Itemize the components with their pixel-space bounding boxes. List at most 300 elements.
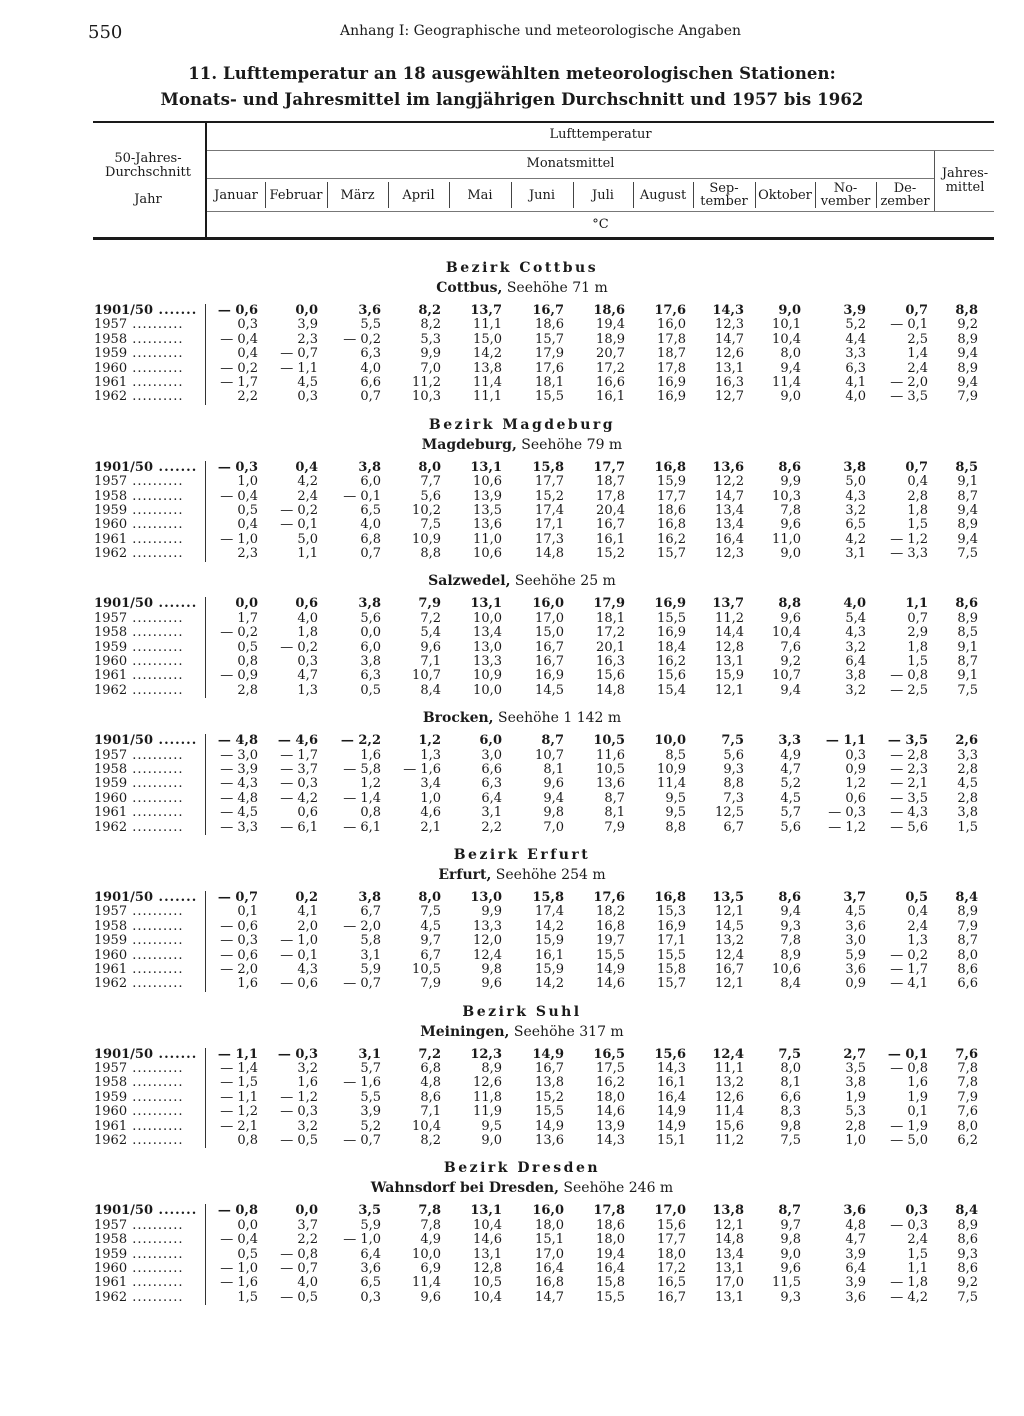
annual-mean-cell: 8,9 xyxy=(957,1217,978,1233)
monthly-mean-cell: 7,8 xyxy=(780,502,801,518)
year-cell: 1960 .......... xyxy=(94,517,184,533)
table-row xyxy=(0,362,1024,376)
month-separator xyxy=(815,182,816,208)
annual-mean-cell: 9,4 xyxy=(957,374,978,390)
monthly-mean-cell: 2,4 xyxy=(907,918,928,934)
leader-dots: .......... xyxy=(127,947,184,963)
leader-dots: .......... xyxy=(127,933,184,949)
monthly-mean-cell: 13,0 xyxy=(470,889,502,905)
year-cell: 1960 .......... xyxy=(94,654,184,670)
monthly-mean-cell: — 2,8 xyxy=(890,747,928,763)
leader-dots: .......... xyxy=(127,1104,184,1120)
monthly-mean-cell: 15,8 xyxy=(657,961,686,977)
monthly-mean-cell: 9,9 xyxy=(481,904,502,920)
monthly-mean-cell: 16,8 xyxy=(657,517,686,533)
monthly-mean-cell: 17,9 xyxy=(593,596,625,612)
year-cell: 1958 .......... xyxy=(94,1075,184,1091)
annual-mean-cell: 8,9 xyxy=(957,331,978,347)
leader-dots: .......... xyxy=(127,502,184,518)
year-cell: 1957 .......... xyxy=(94,610,184,626)
monthly-mean-cell: 8,0 xyxy=(418,459,441,475)
annual-mean-cell: 8,0 xyxy=(957,947,978,963)
monthly-mean-cell: — 1,4 xyxy=(220,1061,258,1077)
table-row xyxy=(0,318,1024,332)
monthly-mean-cell: 9,6 xyxy=(420,639,441,655)
monthly-mean-cell: 15,8 xyxy=(596,1275,625,1291)
table-row xyxy=(0,475,1024,489)
station-rows xyxy=(0,1048,1024,1149)
monthly-mean-cell: 17,8 xyxy=(596,488,625,504)
monthly-mean-cell: 9,5 xyxy=(665,790,686,806)
monthly-mean-cell: 3,4 xyxy=(420,776,441,792)
year-cell: 1957 .......... xyxy=(94,747,184,763)
monthly-mean-cell: 14,2 xyxy=(473,346,502,362)
monthly-mean-cell: 15,5 xyxy=(596,947,625,963)
monthly-mean-cell: 14,3 xyxy=(657,1061,686,1077)
monthly-mean-cell: 10,9 xyxy=(412,531,441,547)
monthly-mean-cell: 1,3 xyxy=(297,682,318,698)
annual-mean-cell: 3,3 xyxy=(957,747,978,763)
monthly-mean-cell: 17,4 xyxy=(535,502,564,518)
month-header xyxy=(693,180,755,210)
monthly-mean-cell: 14,5 xyxy=(535,682,564,698)
monthly-mean-cell: — 0,2 xyxy=(280,639,318,655)
monthly-mean-cell: 18,6 xyxy=(657,502,686,518)
month-header xyxy=(511,180,573,210)
year-cell: 1958 .......... xyxy=(94,331,184,347)
monthly-mean-cell: 3,8 xyxy=(845,668,866,684)
annual-mean-cell: 7,6 xyxy=(955,1046,978,1062)
leader-dots: .......... xyxy=(127,819,184,835)
monthly-mean-cell: 16,9 xyxy=(657,625,686,641)
monthly-mean-cell: 12,3 xyxy=(715,317,744,333)
monthly-mean-cell: 0,4 xyxy=(907,474,928,490)
table-row xyxy=(0,949,1024,963)
monthly-mean-cell: 5,7 xyxy=(360,1061,381,1077)
monthly-mean-cell: 6,4 xyxy=(845,654,866,670)
year-cell: 1960 .......... xyxy=(94,947,184,963)
monthly-mean-cell: 17,6 xyxy=(593,889,625,905)
monthly-mean-cell: 7,5 xyxy=(420,517,441,533)
leader-dots: ....... xyxy=(153,889,198,905)
month-header xyxy=(265,180,327,210)
unit-label: °C xyxy=(592,217,609,232)
leader-dots: .......... xyxy=(127,488,184,504)
monthly-mean-cell: 4,3 xyxy=(845,625,866,641)
monthly-mean-cell: 9,2 xyxy=(780,654,801,670)
monthly-mean-cell: 17,2 xyxy=(657,1260,686,1276)
monthly-mean-cell: 15,5 xyxy=(657,610,686,626)
table-row xyxy=(0,792,1024,806)
monthly-mean-cell: 11,0 xyxy=(473,531,502,547)
annual-mean-cell: 9,3 xyxy=(957,1246,978,1262)
monthly-mean-cell: — 0,7 xyxy=(343,976,381,992)
annual-mean-cell: 7,5 xyxy=(957,682,978,698)
monthly-mean-cell: — 0,7 xyxy=(217,889,258,905)
monthly-mean-cell: 16,0 xyxy=(532,596,564,612)
monthly-mean-cell: 4,7 xyxy=(780,761,801,777)
station-title xyxy=(0,571,1024,591)
monthly-mean-cell: 5,9 xyxy=(845,947,866,963)
monthly-mean-cell: 1,6 xyxy=(907,1075,928,1091)
table-row xyxy=(0,1291,1024,1305)
year-cell: 1961 .......... xyxy=(94,668,184,684)
monthly-mean-cell: 1,1 xyxy=(297,546,318,562)
monthly-mean-cell: 14,8 xyxy=(715,1232,744,1248)
leader-dots: .......... xyxy=(127,346,184,362)
monthly-mean-cell: 8,0 xyxy=(418,889,441,905)
monthly-mean-cell: 2,2 xyxy=(237,389,258,405)
monthly-mean-cell: — 2,2 xyxy=(340,733,381,749)
monthly-mean-cell: 8,8 xyxy=(420,546,441,562)
month-separator xyxy=(633,182,634,208)
monthly-mean-cell: 7,8 xyxy=(418,1203,441,1219)
monthly-mean-cell: 2,8 xyxy=(845,1118,866,1134)
monthly-mean-cell: 16,9 xyxy=(657,389,686,405)
leader-dots: .......... xyxy=(127,374,184,390)
monthly-mean-cell: 15,9 xyxy=(535,933,564,949)
monthly-mean-cell: — 0,3 xyxy=(280,776,318,792)
monthly-mean-cell: 15,9 xyxy=(535,961,564,977)
station-name: Cottbus, xyxy=(436,280,503,296)
monthly-mean-cell: 14,8 xyxy=(535,546,564,562)
monthly-mean-cell: 17,7 xyxy=(593,459,625,475)
table-row xyxy=(0,934,1024,948)
monthly-mean-cell: 2,5 xyxy=(907,331,928,347)
monthly-mean-cell: 16,1 xyxy=(535,947,564,963)
monthly-mean-cell: 0,9 xyxy=(845,761,866,777)
monthly-mean-cell: 1,4 xyxy=(907,346,928,362)
year-cell: 1958 .......... xyxy=(94,1232,184,1248)
monthly-mean-cell: 14,5 xyxy=(715,918,744,934)
monthly-mean-cell: 10,0 xyxy=(473,682,502,698)
year-cell: 1958 .......... xyxy=(94,625,184,641)
monthly-mean-cell: 10,2 xyxy=(412,502,441,518)
month-header-label: Juni xyxy=(528,187,556,203)
monthly-mean-cell: 10,7 xyxy=(412,668,441,684)
annual-mean-cell: 9,2 xyxy=(957,317,978,333)
annual-mean-cell: 2,8 xyxy=(957,790,978,806)
annual-mean-cell: 7,6 xyxy=(957,1104,978,1120)
monthly-mean-cell: 0,0 xyxy=(360,625,381,641)
monthly-mean-cell: 16,9 xyxy=(657,374,686,390)
monthly-mean-cell: 5,3 xyxy=(420,331,441,347)
monthly-mean-cell: 16,7 xyxy=(535,654,564,670)
district-title: Bezirk Magdeburg xyxy=(428,416,616,433)
annual-mean-cell: 8,7 xyxy=(957,933,978,949)
monthly-mean-cell: — 3,5 xyxy=(887,733,928,749)
monthly-mean-cell: 3,6 xyxy=(845,918,866,934)
district-title: Bezirk Suhl xyxy=(462,1003,582,1020)
annual-mean-cell: 8,6 xyxy=(955,596,978,612)
station-title xyxy=(0,278,1024,298)
monthly-mean-cell: — 0,2 xyxy=(220,360,258,376)
monthly-mean-cell: 7,5 xyxy=(721,733,744,749)
leader-dots: .......... xyxy=(127,1061,184,1077)
table-row xyxy=(0,684,1024,698)
monthly-mean-cell: 9,8 xyxy=(780,1232,801,1248)
leader-dots: .......... xyxy=(127,1275,184,1291)
monthly-mean-cell: 17,3 xyxy=(535,531,564,547)
monthly-mean-cell: 18,0 xyxy=(535,1217,564,1233)
monthly-mean-cell: 0,3 xyxy=(297,654,318,670)
monthly-mean-cell: 13,5 xyxy=(712,889,744,905)
monthly-mean-cell: — 2,0 xyxy=(220,961,258,977)
monthly-mean-cell: — 3,5 xyxy=(890,389,928,405)
month-header-label: August xyxy=(639,187,687,203)
monthly-mean-cell: 8,4 xyxy=(780,976,801,992)
monthly-mean-cell: — 1,8 xyxy=(890,1275,928,1291)
monthly-mean-cell: 16,2 xyxy=(657,531,686,547)
district-section xyxy=(0,1002,1024,1149)
monthly-mean-cell: 3,8 xyxy=(358,459,381,475)
monthly-mean-cell: 9,4 xyxy=(780,904,801,920)
leader-dots: .......... xyxy=(127,761,184,777)
month-separator xyxy=(449,182,450,208)
monthly-mean-cell: 1,7 xyxy=(237,610,258,626)
annual-mean-cell: 8,6 xyxy=(957,961,978,977)
station-name: Magdeburg, xyxy=(421,436,517,453)
monthly-mean-cell: — 0,3 xyxy=(890,1217,928,1233)
monthly-mean-cell: 15,1 xyxy=(535,1232,564,1248)
monthly-mean-cell: 6,4 xyxy=(360,1246,381,1262)
leader-dots: .......... xyxy=(127,1217,184,1233)
monthly-mean-cell: — 6,1 xyxy=(343,819,381,835)
monthly-mean-cell: — 1,1 xyxy=(280,360,318,376)
table-row xyxy=(0,977,1024,991)
monthly-mean-cell: 6,9 xyxy=(420,1260,441,1276)
monthly-mean-cell: 13,0 xyxy=(473,639,502,655)
district-title: Bezirk Cottbus xyxy=(445,260,599,276)
monthly-mean-cell: 7,0 xyxy=(543,819,564,835)
monthly-mean-cell: 10,7 xyxy=(772,668,801,684)
monthly-mean-cell: 9,0 xyxy=(481,1133,502,1149)
subgroup-header: Monatsmittel xyxy=(526,156,615,171)
monthly-mean-cell: 8,6 xyxy=(420,1089,441,1105)
district-title: Bezirk Dresden xyxy=(443,1160,601,1177)
monthly-mean-cell: 3,3 xyxy=(778,733,801,749)
monthly-mean-cell: 0,0 xyxy=(237,1217,258,1233)
monthly-mean-cell: 16,8 xyxy=(654,459,686,475)
monthly-mean-cell: 4,0 xyxy=(360,517,381,533)
month-header xyxy=(327,180,388,210)
monthly-mean-cell: 13,1 xyxy=(470,459,502,475)
monthly-mean-cell: — 4,5 xyxy=(220,805,258,821)
monthly-mean-cell: 16,1 xyxy=(657,1075,686,1091)
monthly-mean-cell: 6,0 xyxy=(360,474,381,490)
monthly-mean-cell: 17,7 xyxy=(657,1232,686,1248)
monthly-mean-cell: — 1,4 xyxy=(343,790,381,806)
monthly-mean-cell: 12,8 xyxy=(473,1260,502,1276)
monthly-mean-cell: 6,5 xyxy=(845,517,866,533)
monthly-mean-cell: 11,0 xyxy=(772,531,801,547)
monthly-mean-cell: — 0,6 xyxy=(220,918,258,934)
monthly-mean-cell: 5,2 xyxy=(360,1118,381,1134)
monthly-mean-cell: 0,7 xyxy=(360,546,381,562)
monthly-mean-cell: 4,6 xyxy=(420,805,441,821)
monthly-mean-cell: 3,9 xyxy=(845,1246,866,1262)
year-cell: 1960 .......... xyxy=(94,1104,184,1120)
table-row xyxy=(0,1204,1024,1218)
monthly-mean-cell: — 1,5 xyxy=(220,1075,258,1091)
monthly-mean-cell: 7,5 xyxy=(420,904,441,920)
monthly-mean-cell: 16,7 xyxy=(535,639,564,655)
monthly-mean-cell: 9,6 xyxy=(543,776,564,792)
monthly-mean-cell: 12,6 xyxy=(473,1075,502,1091)
monthly-mean-cell: — 1,6 xyxy=(220,1275,258,1291)
leader-dots: .......... xyxy=(127,682,184,698)
leader-dots: .......... xyxy=(127,654,184,670)
year-cell: 1957 .......... xyxy=(94,317,184,333)
leader-dots: .......... xyxy=(127,747,184,763)
monthly-mean-cell: 6,3 xyxy=(360,346,381,362)
monthly-mean-cell: 9,5 xyxy=(665,805,686,821)
annual-mean-cell: 8,6 xyxy=(957,1260,978,1276)
monthly-mean-cell: 13,1 xyxy=(715,1260,744,1276)
monthly-mean-cell: 12,1 xyxy=(715,904,744,920)
year-cell: 1957 .......... xyxy=(94,474,184,490)
station-altitude: Seehöhe 1 142 m xyxy=(498,710,622,727)
monthly-mean-cell: 12,2 xyxy=(715,474,744,490)
leader-dots: ....... xyxy=(153,596,198,612)
monthly-mean-cell: 10,9 xyxy=(473,668,502,684)
monthly-mean-cell: 10,4 xyxy=(473,1217,502,1233)
monthly-mean-cell: 8,6 xyxy=(778,459,801,475)
monthly-mean-cell: 7,7 xyxy=(420,474,441,490)
annual-mean-cell: 9,2 xyxy=(957,1275,978,1291)
monthly-mean-cell: 7,5 xyxy=(778,1046,801,1062)
monthly-mean-cell: 3,2 xyxy=(845,682,866,698)
year-cell: 1901/50 ....... xyxy=(94,1046,198,1062)
monthly-mean-cell: 10,1 xyxy=(772,317,801,333)
monthly-mean-cell: 12,3 xyxy=(715,546,744,562)
running-head: Anhang I: Geographische und meteorologische Angaben xyxy=(340,23,742,39)
leader-dots: .......... xyxy=(127,1232,184,1248)
table-row xyxy=(0,1248,1024,1262)
monthly-mean-cell: 0,4 xyxy=(907,904,928,920)
monthly-mean-cell: 6,0 xyxy=(360,639,381,655)
table-row xyxy=(0,806,1024,820)
monthly-mean-cell: 4,1 xyxy=(845,374,866,390)
monthly-mean-cell: 14,6 xyxy=(473,1232,502,1248)
monthly-mean-cell: — 0,8 xyxy=(280,1246,318,1262)
annual-mean-cell: 8,9 xyxy=(957,360,978,376)
table-row xyxy=(0,763,1024,777)
monthly-mean-cell: 15,6 xyxy=(596,668,625,684)
leader-dots: .......... xyxy=(127,918,184,934)
monthly-mean-cell: 9,9 xyxy=(420,346,441,362)
monthly-mean-cell: 0,1 xyxy=(907,1104,928,1120)
monthly-mean-cell: — 0,8 xyxy=(217,1203,258,1219)
monthly-mean-cell: 10,4 xyxy=(412,1118,441,1134)
monthly-mean-cell: 8,5 xyxy=(665,747,686,763)
annual-mean-cell: 9,1 xyxy=(957,639,978,655)
monthly-mean-cell: 9,8 xyxy=(481,961,502,977)
monthly-mean-cell: 1,5 xyxy=(907,654,928,670)
month-separator xyxy=(693,182,694,208)
table-title-line-1: 11. Lufttemperatur an 18 ausgewählten meteorologischen Stationen: xyxy=(188,64,836,83)
monthly-mean-cell: 3,2 xyxy=(845,502,866,518)
monthly-mean-cell: — 2,0 xyxy=(343,918,381,934)
monthly-mean-cell: 3,2 xyxy=(297,1061,318,1077)
leader-dots: .......... xyxy=(127,961,184,977)
monthly-mean-cell: — 1,7 xyxy=(280,747,318,763)
monthly-mean-cell: 17,6 xyxy=(654,303,686,318)
monthly-mean-cell: 0,3 xyxy=(237,317,258,333)
district-section xyxy=(0,1158,1024,1305)
monthly-mean-cell: 5,2 xyxy=(780,776,801,792)
monthly-mean-cell: 0,8 xyxy=(237,654,258,670)
table-row xyxy=(0,333,1024,347)
monthly-mean-cell: 0,4 xyxy=(237,346,258,362)
monthly-mean-cell: 9,4 xyxy=(543,790,564,806)
monthly-mean-cell: — 0,8 xyxy=(890,668,928,684)
monthly-mean-cell: 10,5 xyxy=(593,733,625,749)
monthly-mean-cell: 13,5 xyxy=(473,502,502,518)
monthly-mean-cell: 19,4 xyxy=(596,1246,625,1262)
monthly-mean-cell: 10,5 xyxy=(596,761,625,777)
monthly-mean-cell: — 4,3 xyxy=(220,776,258,792)
monthly-mean-cell: 6,3 xyxy=(845,360,866,376)
month-separator xyxy=(388,182,389,208)
monthly-mean-cell: 15,4 xyxy=(657,682,686,698)
monthly-mean-cell: 14,9 xyxy=(535,1118,564,1134)
monthly-mean-cell: 4,9 xyxy=(780,747,801,763)
monthly-mean-cell: — 4,3 xyxy=(890,805,928,821)
monthly-mean-cell: 13,8 xyxy=(712,1203,744,1219)
monthly-mean-cell: — 3,3 xyxy=(220,819,258,835)
monthly-mean-cell: 11,1 xyxy=(473,317,502,333)
monthly-mean-cell: — 0,8 xyxy=(890,1061,928,1077)
monthly-mean-cell: 4,8 xyxy=(845,1217,866,1233)
monthly-mean-cell: 6,5 xyxy=(360,502,381,518)
monthly-mean-cell: 17,4 xyxy=(535,904,564,920)
annual-mean-cell: 9,4 xyxy=(957,502,978,518)
monthly-mean-cell: 8,6 xyxy=(778,889,801,905)
year-cell: 1962 .......... xyxy=(94,976,184,992)
monthly-mean-cell: 0,5 xyxy=(237,1246,258,1262)
leader-dots: .......... xyxy=(127,331,184,347)
monthly-mean-cell: 14,9 xyxy=(657,1118,686,1134)
monthly-mean-cell: 7,8 xyxy=(780,933,801,949)
monthly-mean-cell: 8,9 xyxy=(481,1061,502,1077)
monthly-mean-cell: 3,8 xyxy=(358,596,381,612)
header-rule-2 xyxy=(207,178,934,179)
monthly-mean-cell: 16,8 xyxy=(596,918,625,934)
month-header-label: Januar xyxy=(214,187,258,203)
monthly-mean-cell: 5,4 xyxy=(845,610,866,626)
monthly-mean-cell: 13,8 xyxy=(535,1075,564,1091)
monthly-mean-cell: — 2,1 xyxy=(220,1118,258,1134)
table-row xyxy=(0,920,1024,934)
monthly-mean-cell: 10,4 xyxy=(772,625,801,641)
monthly-mean-cell: 14,9 xyxy=(596,961,625,977)
monthly-mean-cell: — 0,7 xyxy=(280,346,318,362)
monthly-mean-cell: 4,7 xyxy=(845,1232,866,1248)
month-header xyxy=(876,180,934,210)
station-rows xyxy=(0,734,1024,835)
monthly-mean-cell: 17,7 xyxy=(535,474,564,490)
monthly-mean-cell: 13,3 xyxy=(473,654,502,670)
monthly-mean-cell: 15,6 xyxy=(657,1217,686,1233)
monthly-mean-cell: 16,4 xyxy=(535,1260,564,1276)
monthly-mean-cell: 5,6 xyxy=(723,747,744,763)
monthly-mean-cell: 0,3 xyxy=(845,747,866,763)
monthly-mean-cell: 13,1 xyxy=(470,1203,502,1219)
monthly-mean-cell: 0,7 xyxy=(907,610,928,626)
table-row xyxy=(0,1091,1024,1105)
annual-mean-cell: 7,8 xyxy=(957,1075,978,1091)
